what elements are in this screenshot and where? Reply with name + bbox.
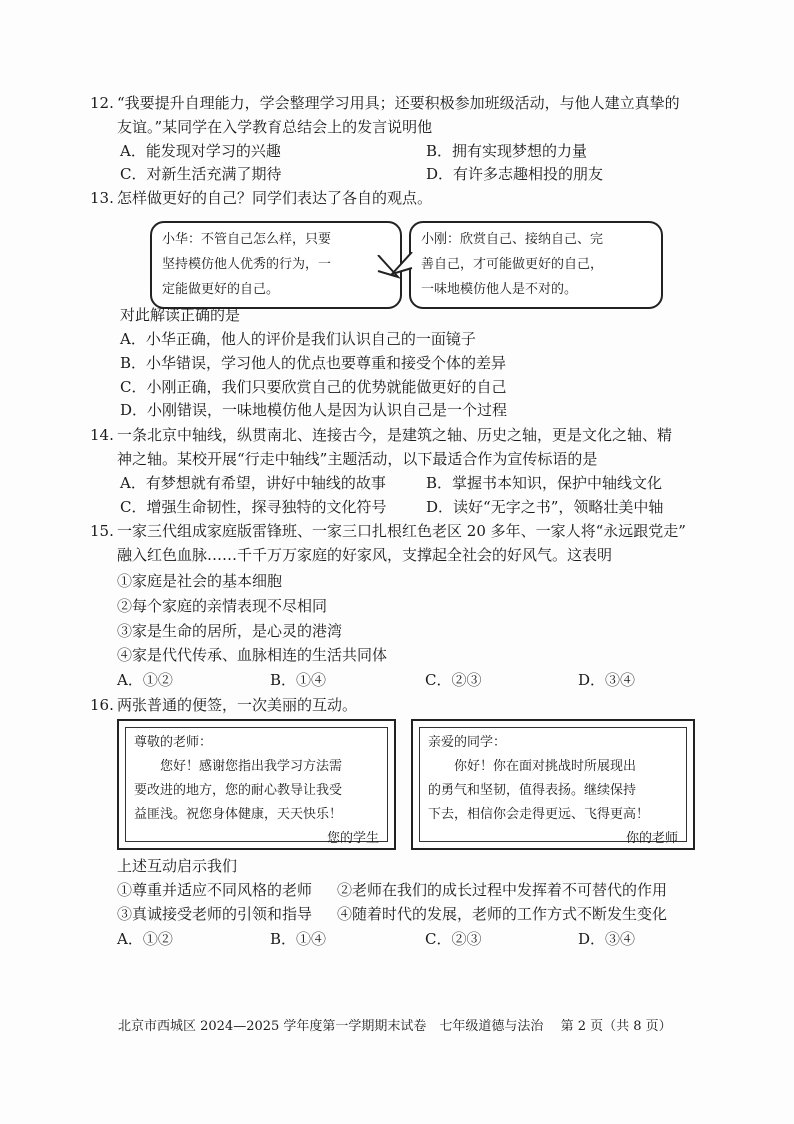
option-c: C．②③ xyxy=(425,671,482,689)
question-stem: 一条北京中轴线，纵贯南北、连接古今，是建筑之轴、历史之轴，更是文化之轴、精 xyxy=(117,426,673,444)
speech-bubble-xiaohua xyxy=(150,221,402,309)
option-a: A．①② xyxy=(117,671,173,689)
option-c: C．增强生命韧性，探寻独特的文化符号 xyxy=(120,498,387,516)
note-greeting: 尊敬的老师： xyxy=(134,735,213,750)
sticky-note-teacher xyxy=(411,719,695,850)
note-body-line: 的勇气和坚韧，值得表扬。继续保持 xyxy=(428,783,637,798)
option-c: C．小刚正确，我们只要欣赏自己的优势就能做更好的自己 xyxy=(120,378,507,396)
bubble-line: 善自己，才可能做更好的自己， xyxy=(421,257,604,272)
note-signature: 您的学生 xyxy=(326,831,379,846)
option-d: D．有许多志趣相投的朋友 xyxy=(426,165,604,183)
option-d: D．③④ xyxy=(578,671,636,689)
speech-bubble-xiaogang xyxy=(409,221,663,309)
question-number: 13. xyxy=(90,189,114,207)
note-body-line: 益匪浅。祝您身体健康，天天快乐！ xyxy=(134,807,343,822)
option-a: A．能发现对学习的兴趣 xyxy=(120,142,281,160)
bubble-line: 小刚：欣赏自己、接纳自己、完 xyxy=(421,232,604,247)
bubble-line: 定能做更好的自己。 xyxy=(162,282,280,297)
statement-4: ④随着时代的发展，老师的工作方式不断发生变化 xyxy=(337,905,668,923)
note-body-line: 您好！感谢您指出我学习方法需 xyxy=(160,759,343,774)
note-body-line: 下去，相信你会走得更远、飞得更高！ xyxy=(428,807,650,822)
statement-4: ④家是代代传承、血脉相连的生活共同体 xyxy=(117,646,388,664)
bubble-line: 小华：不管自己怎么样，只要 xyxy=(162,232,332,247)
option-d: D．读好“无字之书”，领略壮美中轴 xyxy=(426,498,664,516)
question-prompt: 上述互动启示我们 xyxy=(117,857,238,875)
note-frame xyxy=(125,727,388,846)
option-a: A．小华正确，他人的评价是我们认识自己的一面镜子 xyxy=(120,330,476,348)
option-b: B．拥有实现梦想的力量 xyxy=(426,142,588,160)
option-b: B．①④ xyxy=(270,930,327,948)
question-stem: 怎样做更好的自己？同学们表达了各自的观点。 xyxy=(117,189,433,207)
question-stem: “我要提升自理能力，学会整理学习用具；还要积极参加班级活动，与他人建立真挚的 xyxy=(117,94,680,112)
statement-3: ③真诚接受老师的引领和指导 xyxy=(117,905,313,923)
note-body-line: 要改进的地方，您的耐心教导让我受 xyxy=(134,783,343,798)
note-signature: 你的老师 xyxy=(625,831,678,846)
statement-2: ②每个家庭的亲情表现不尽相同 xyxy=(117,597,328,615)
question-number: 14. xyxy=(90,426,114,444)
bubble-tail-left-icon xyxy=(390,252,414,282)
question-stem: 融入红色血脉……千千万万家庭的好家风，支撑起全社会的好风气。这表明 xyxy=(117,546,613,564)
question-stem: 两张普通的便签，一次美丽的互动。 xyxy=(117,696,358,714)
option-d: D．小刚错误，一味地模仿他人是因为认识自己是一个过程 xyxy=(120,401,508,419)
question-number: 15. xyxy=(90,522,114,540)
option-d: D．③④ xyxy=(578,930,636,948)
option-c: C．②③ xyxy=(425,930,482,948)
statement-1: ①家庭是社会的基本细胞 xyxy=(117,572,283,590)
bubble-line: 一味地模仿他人是不对的。 xyxy=(421,282,578,297)
option-b: B．小华错误，学习他人的优点也要尊重和接受个体的差异 xyxy=(120,354,507,372)
option-a: A．有梦想就有希望，讲好中轴线的故事 xyxy=(120,474,386,492)
statement-2: ②老师在我们的成长过程中发挥着不可替代的作用 xyxy=(337,881,668,899)
note-body-line: 你好！你在面对挑战时所展现出 xyxy=(454,759,637,774)
bubble-line: 坚持模仿他人优秀的行为，一 xyxy=(162,257,332,272)
option-a: A．①② xyxy=(117,930,173,948)
question-number: 12. xyxy=(90,94,114,112)
note-frame xyxy=(419,727,687,846)
question-number: 16. xyxy=(90,696,114,714)
option-c: C．对新生活充满了期待 xyxy=(120,165,282,183)
option-b: B．掌握书本知识，保护中轴线文化 xyxy=(426,474,663,492)
option-b: B．①④ xyxy=(270,671,327,689)
sticky-note-student xyxy=(117,719,396,850)
question-stem: 神之轴。某校开展“行走中轴线”主题活动，以下最适合作为宣传标语的是 xyxy=(117,450,598,468)
page-footer: 北京市西城区 2024—2025 学年度第一学期期末试卷 七年级道德与法治 第 2 页（共 8 页） xyxy=(118,1019,672,1034)
question-stem: 一家三代组成家庭版雷锋班、一家三口扎根红色老区 20 多年、一家人将“永远跟党走” xyxy=(117,522,686,540)
question-stem: 友谊。”某同学在入学教育总结会上的发言说明他 xyxy=(117,118,433,136)
question-prompt: 对此解读正确的是 xyxy=(120,306,241,324)
statement-1: ①尊重并适应不同风格的老师 xyxy=(117,881,313,899)
statement-3: ③家是生命的居所，是心灵的港湾 xyxy=(117,622,343,640)
note-greeting: 亲爱的同学： xyxy=(428,735,507,750)
